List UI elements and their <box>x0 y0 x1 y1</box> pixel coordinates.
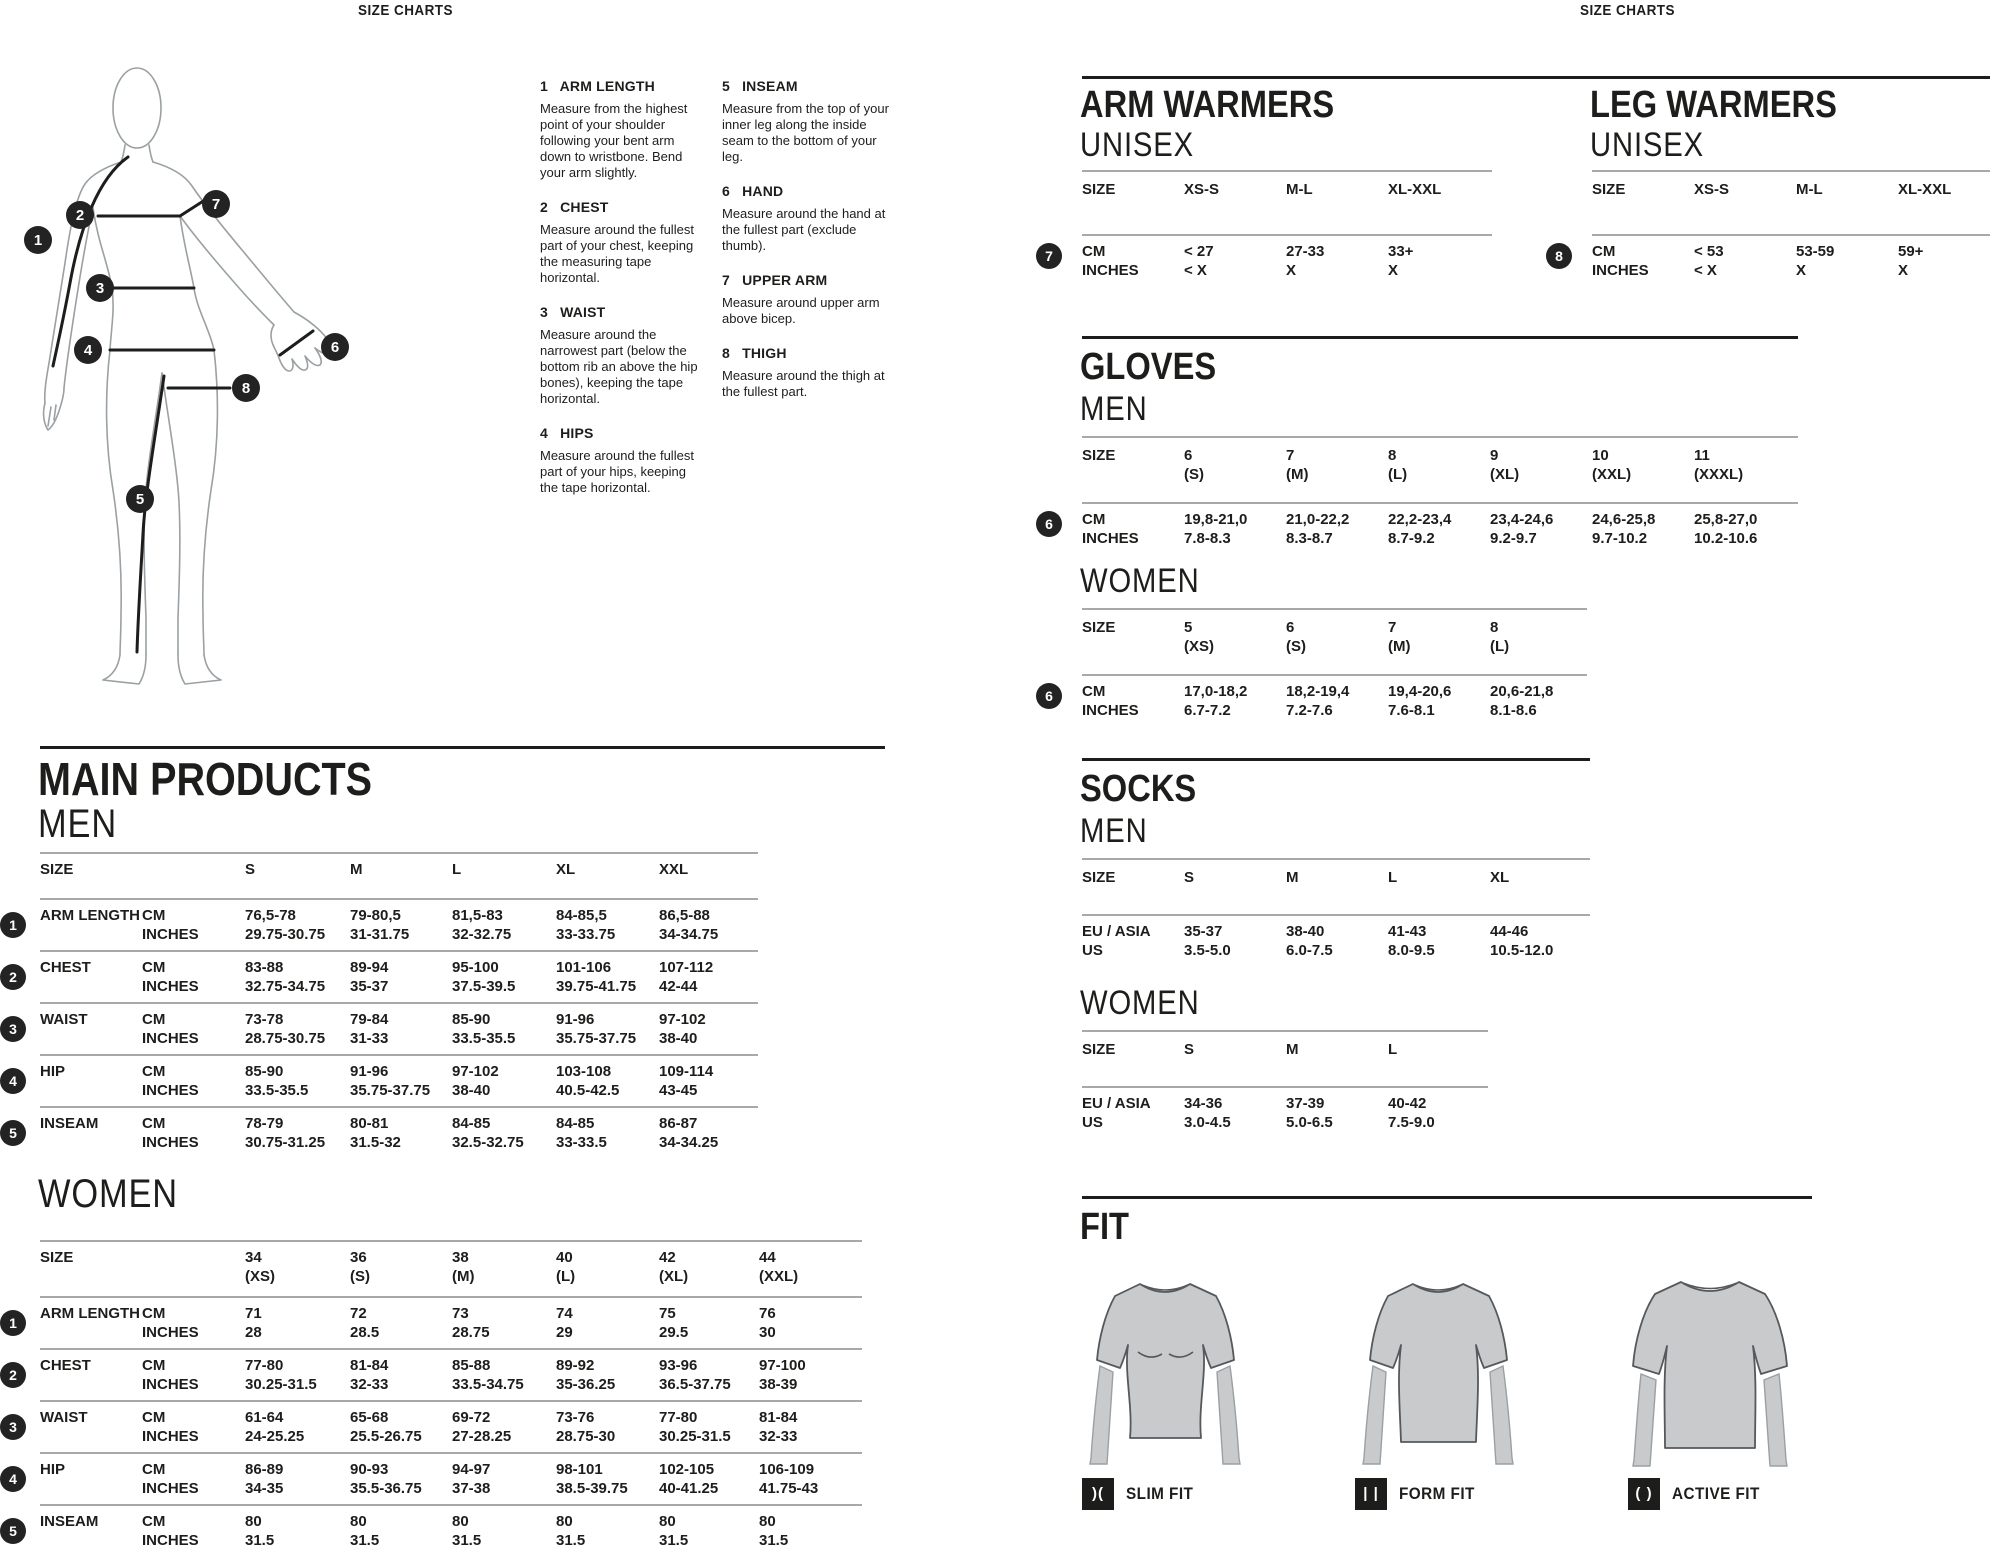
section-rule <box>1082 76 1990 79</box>
size-header-row: SIZE 34 36 38 40 42 44 <box>40 1249 776 1266</box>
slim-fit-label: SLIM FIT <box>1126 1484 1194 1503</box>
socks-women-subtitle: WOMEN <box>1080 984 1200 1022</box>
socks-men-table <box>1082 858 1590 966</box>
slim-fit-illustration <box>1050 1268 1280 1468</box>
table-row: INCHES 30.75-31.25 31.5-32 32.5-32.75 33-33.5 34-34.25 <box>142 1134 719 1151</box>
guide-title: THIGH <box>742 345 787 361</box>
table-row: INCHES < X X X <box>1082 262 1399 279</box>
table-row: CHEST CM 83-88 89-94 95-100 101-106 107-112 <box>40 959 714 976</box>
guide-desc: Measure around the hand at the fullest part (exclude thumb). <box>722 206 886 253</box>
table-row: ARM LENGTH CM 76,5-78 79-80,5 81,5-83 84-85,5 86,5-88 <box>40 907 710 924</box>
row-marker-4: 4 <box>0 1466 26 1492</box>
gloves-men-table <box>1082 436 1798 554</box>
section-rule <box>1082 758 1590 761</box>
body-outline <box>44 68 333 684</box>
guide-desc: Measure around upper arm above bicep. <box>722 295 880 326</box>
table-row: INCHES 29.75-30.75 31-31.75 32-32.75 33-33.75 34-34.75 <box>142 926 719 943</box>
page-header-left: SIZE CHARTS <box>358 2 453 19</box>
table-row: INCHES 6.7-7.2 7.2-7.6 7.6-8.1 8.1-8.6 <box>1082 702 1537 719</box>
guide-item-waist: 3 WAIST Measure around the narrowest part (below the bottom rib an above the hip bones), keeping the tape horizontal. <box>540 304 704 407</box>
table-rule <box>1082 234 1492 236</box>
guide-item-inseam: 5 INSEAM Measure from the top of your inner leg along the inside seam to the bottom of your leg. <box>722 78 894 165</box>
table-row: INCHES 34-35 35.5-36.75 37-38 38.5-39.75 40-41.25 41.75-43 <box>142 1480 819 1497</box>
table-row: CM < 27 27-33 33+ <box>1082 243 1414 260</box>
form-fit-illustration <box>1323 1268 1553 1468</box>
table-rule <box>40 852 758 854</box>
table-rule <box>1082 1030 1488 1032</box>
size-subheader-row: (XS) (S) (M) (L) (XL) (XXL) <box>245 1268 799 1285</box>
diagram-ref-marker-6: 6 <box>1036 683 1062 709</box>
table-row: ARM LENGTH CM 71 72 73 74 75 76 <box>40 1305 776 1322</box>
leg-warmers-table <box>1592 170 1990 286</box>
column-header-size: SIZE <box>1082 869 1116 886</box>
guide-title: WAIST <box>560 304 606 320</box>
table-row: EU / ASIA 35-37 38-40 41-43 44-46 <box>1082 923 1529 940</box>
guide-item-arm-length: 1 ARM LENGTH Measure from the highest point of your shoulder following your bent arm down to wristbone. Bend your arm slightly. <box>540 78 704 181</box>
table-row: WAIST CM 61-64 65-68 69-72 73-76 77-80 81-84 <box>40 1409 798 1426</box>
measure-guide-column-2 <box>722 78 894 418</box>
active-fit-illustration <box>1595 1268 1825 1468</box>
section-rule <box>1082 1196 1812 1199</box>
column-header-size: SIZE <box>1082 447 1116 464</box>
row-rule <box>40 950 758 952</box>
guide-title: INSEAM <box>742 78 798 94</box>
row-rule <box>40 1400 862 1402</box>
main-products-title: MAIN PRODUCTS <box>38 753 373 805</box>
socks-title: SOCKS <box>1080 768 1197 810</box>
table-rule <box>1082 170 1492 172</box>
leg-warmers-title: LEG WARMERS <box>1590 84 1837 126</box>
table-rule <box>40 898 758 900</box>
main-products-women-subtitle: WOMEN <box>38 1172 178 1216</box>
active-fit-label: ACTIVE FIT <box>1672 1484 1760 1503</box>
table-row: INCHES 28 28.5 28.75 29 29.5 30 <box>142 1324 776 1341</box>
marker-1: 1 <box>33 232 43 249</box>
table-rule <box>40 1240 862 1242</box>
column-header-size: SIZE <box>1082 619 1116 636</box>
row-rule <box>40 1002 758 1004</box>
size-subheader-row: (XS) (S) (M) (L) <box>1184 638 1510 655</box>
row-rule <box>40 1452 862 1454</box>
section-rule <box>1082 336 1798 339</box>
guide-desc: Measure around the narrowest part (below the bottom rib an above the hip bones), keeping the tape horizontal. <box>540 327 698 406</box>
active-fit-icon: ( ) <box>1628 1478 1660 1510</box>
table-row: INCHES 28.75-30.75 31-33 33.5-35.5 35.75-37.75 38-40 <box>142 1030 698 1047</box>
table-row: INCHES 24-25.25 25.5-26.75 27-28.25 28.75-30 30.25-31.5 32-33 <box>142 1428 798 1445</box>
page-header-right: SIZE CHARTS <box>1580 2 1675 19</box>
guide-item-chest: 2 CHEST Measure around the fullest part of your chest, keeping the measuring tape horizontal. <box>540 199 704 286</box>
marker-8: 8 <box>241 380 251 397</box>
guide-title: CHEST <box>560 199 609 215</box>
table-rule <box>1082 608 1587 610</box>
table-rule <box>1592 170 1990 172</box>
table-rule <box>1082 502 1798 504</box>
size-header-row: SIZE S M L <box>1082 1041 1398 1058</box>
fit-title: FIT <box>1080 1206 1130 1248</box>
guide-desc: Measure from the top of your inner leg along the inside seam to the bottom of your leg. <box>722 101 889 164</box>
table-row: INCHES < X X X <box>1592 262 1909 279</box>
guide-desc: Measure from the highest point of your shoulder following your bent arm down to wristbone. Bend your arm slightly. <box>540 101 688 180</box>
table-row: EU / ASIA 34-36 37-39 40-42 <box>1082 1095 1427 1112</box>
main-products-men-table <box>40 852 860 1152</box>
row-marker-4: 4 <box>0 1068 26 1094</box>
marker-2: 2 <box>75 207 85 224</box>
socks-women-table <box>1082 1030 1488 1138</box>
table-rule <box>1592 234 1990 236</box>
table-row: INCHES 33.5-35.5 35.75-37.75 38-40 40.5-42.5 43-45 <box>142 1082 698 1099</box>
table-rule <box>1082 674 1587 676</box>
gloves-title: GLOVES <box>1080 346 1217 388</box>
table-row: CM < 53 53-59 59+ <box>1592 243 1924 260</box>
guide-desc: Measure around the fullest part of your hips, keeping the tape horizontal. <box>540 448 694 495</box>
row-rule <box>40 1504 862 1506</box>
row-marker-2: 2 <box>0 964 26 990</box>
inseam-line <box>137 376 164 652</box>
column-header-size: SIZE <box>40 1249 74 1266</box>
table-row: CM 19,8-21,0 21,0-22,2 22,2-23,4 23,4-24,6 24,6-25,8 25,8-27,0 <box>1082 511 1758 528</box>
gloves-men-subtitle: MEN <box>1080 390 1148 428</box>
diagram-ref-marker-7: 7 <box>1036 243 1062 269</box>
table-row: HIP CM 86-89 90-93 94-97 98-101 102-105 106-109 <box>40 1461 815 1478</box>
table-row: US 3.5-5.0 6.0-7.5 8.0-9.5 10.5-12.0 <box>1082 942 1554 959</box>
size-header-row: SIZE 5 6 7 8 <box>1082 619 1499 636</box>
gloves-women-subtitle: WOMEN <box>1080 562 1200 600</box>
table-row: CM 17,0-18,2 18,2-19,4 19,4-20,6 20,6-21,8 <box>1082 683 1554 700</box>
marker-6: 6 <box>330 339 340 356</box>
arm-warmers-title: ARM WARMERS <box>1080 84 1335 126</box>
hand-line <box>280 331 313 355</box>
marker-7: 7 <box>211 196 221 213</box>
table-row: INSEAM CM 78-79 80-81 84-85 84-85 86-87 <box>40 1115 698 1132</box>
guide-title: ARM LENGTH <box>559 78 655 94</box>
row-marker-3: 3 <box>0 1016 26 1042</box>
measure-guide-column-1 <box>540 78 704 514</box>
guide-item-hand: 6 HAND Measure around the hand at the fullest part (exclude thumb). <box>722 183 894 254</box>
table-row: HIP CM 85-90 91-96 97-102 103-108 109-114 <box>40 1063 714 1080</box>
column-header-size: SIZE <box>1082 1041 1116 1058</box>
row-marker-5: 5 <box>0 1518 26 1544</box>
table-row: US 3.0-4.5 5.0-6.5 7.5-9.0 <box>1082 1114 1435 1131</box>
diagram-ref-marker-6: 6 <box>1036 511 1062 537</box>
marker-3: 3 <box>95 280 105 297</box>
table-row: INSEAM CM 80 80 80 80 80 80 <box>40 1513 776 1530</box>
main-products-men-subtitle: MEN <box>38 802 118 846</box>
marker-4: 4 <box>83 342 93 359</box>
table-rule <box>1082 1086 1488 1088</box>
guide-desc: Measure around the thigh at the fullest part. <box>722 368 885 399</box>
row-marker-2: 2 <box>0 1362 26 1388</box>
table-row: INCHES 31.5 31.5 31.5 31.5 31.5 31.5 <box>142 1532 789 1549</box>
section-rule <box>40 746 885 749</box>
guide-title: UPPER ARM <box>742 272 828 288</box>
row-marker-5: 5 <box>0 1120 26 1146</box>
socks-men-subtitle: MEN <box>1080 812 1148 850</box>
table-row: INCHES 7.8-8.3 8.3-8.7 8.7-9.2 9.2-9.7 9.7-10.2 10.2-10.6 <box>1082 530 1758 547</box>
arm-warmers-subtitle: UNISEX <box>1080 126 1195 164</box>
marker-5: 5 <box>135 491 145 508</box>
gloves-women-table <box>1082 608 1587 726</box>
table-row: CHEST CM 77-80 81-84 85-88 89-92 93-96 97-100 <box>40 1357 806 1374</box>
row-rule <box>40 1106 758 1108</box>
row-marker-3: 3 <box>0 1414 26 1440</box>
column-header-size: SIZE <box>40 861 74 878</box>
row-marker-1: 1 <box>0 1310 26 1336</box>
size-header-row: SIZE S M L XL XXL <box>40 861 689 878</box>
guide-title: HIPS <box>560 425 594 441</box>
row-marker-1: 1 <box>0 912 26 938</box>
size-subheader-row: (S) (M) (L) (XL) (XXL) (XXXL) <box>1184 466 1744 483</box>
row-rule <box>40 1054 758 1056</box>
slim-fit-icon: )( <box>1082 1478 1114 1510</box>
table-row: INCHES 32.75-34.75 35-37 37.5-39.5 39.75-41.75 42-44 <box>142 978 698 995</box>
size-header-row: SIZE XS-S M-L XL-XXL <box>1082 181 1442 198</box>
main-products-women-table <box>40 1240 862 1554</box>
guide-desc: Measure around the fullest part of your chest, keeping the measuring tape horizontal. <box>540 222 694 285</box>
column-header-size: SIZE <box>1592 181 1626 198</box>
size-header-row: SIZE 6 7 8 9 10 11 <box>1082 447 1710 464</box>
body-measurement-diagram <box>18 58 368 698</box>
row-rule <box>40 1348 862 1350</box>
table-rule <box>1082 858 1590 860</box>
size-header-row: SIZE S M L XL <box>1082 869 1510 886</box>
form-fit-icon: | | <box>1355 1478 1387 1510</box>
column-header-size: SIZE <box>1082 181 1116 198</box>
form-fit-label: FORM FIT <box>1399 1484 1475 1503</box>
table-rule <box>1082 436 1798 438</box>
table-row: INCHES 30.25-31.5 32-33 33.5-34.75 35-36.25 36.5-37.75 38-39 <box>142 1376 798 1393</box>
table-row: WAIST CM 73-78 79-84 85-90 91-96 97-102 <box>40 1011 706 1028</box>
arm-length-line <box>53 157 128 366</box>
size-header-row: SIZE XS-S M-L XL-XXL <box>1592 181 1952 198</box>
table-rule <box>1082 914 1590 916</box>
table-rule <box>40 1296 862 1298</box>
guide-item-thigh: 8 THIGH Measure around the thigh at the fullest part. <box>722 345 894 400</box>
guide-item-upper-arm: 7 UPPER ARM Measure around upper arm above bicep. <box>722 272 894 327</box>
leg-warmers-subtitle: UNISEX <box>1590 126 1705 164</box>
guide-title: HAND <box>742 183 784 199</box>
guide-item-hips: 4 HIPS Measure around the fullest part of your hips, keeping the tape horizontal. <box>540 425 704 496</box>
diagram-ref-marker-8: 8 <box>1546 243 1572 269</box>
arm-warmers-table <box>1082 170 1492 286</box>
